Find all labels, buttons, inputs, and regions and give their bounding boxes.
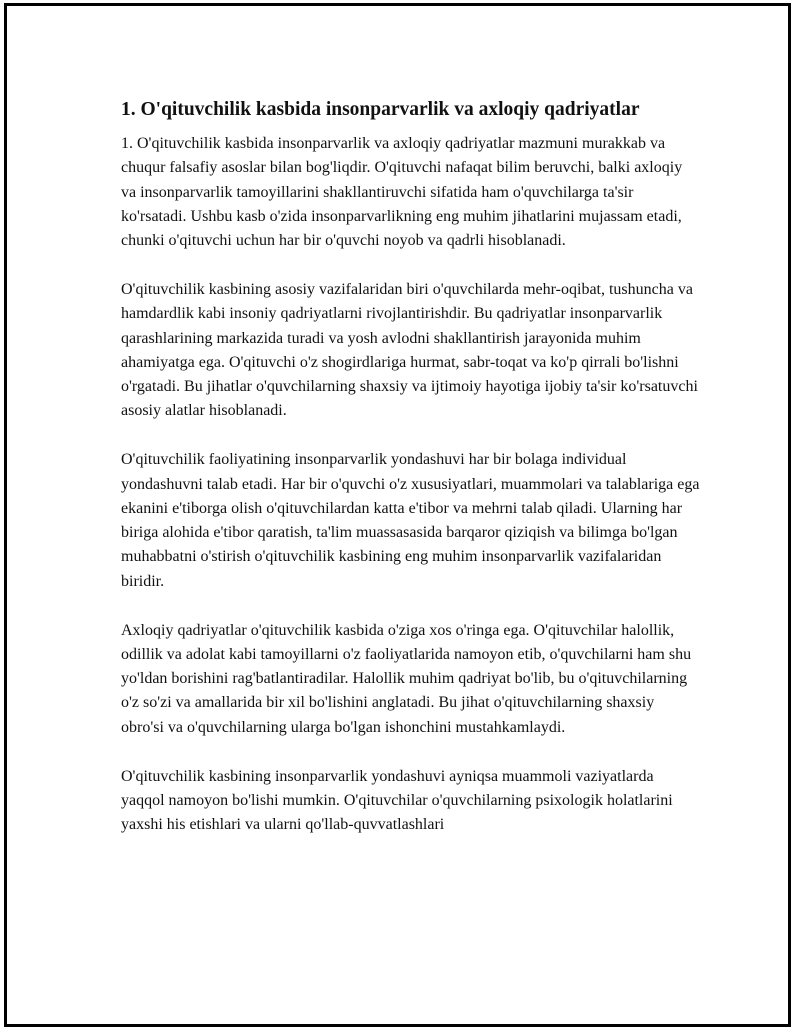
- paragraph: O'qituvchilik kasbining insonparvarlik yondashuvi ayniqsa muammoli vaziyatlarda yaqqol namoyon bo'lishi mumkin. O'qituvchilar o'quvchilarning psixologik holatlarini yaxshi his etishlari va ularni qo'llab-quvvatlashlari: [121, 767, 673, 834]
- page-frame: [4, 3, 791, 1027]
- paragraph: Axloqiy qadriyatlar o'qituvchilik kasbida o'ziga xos o'ringa ega. O'qituvchilar halollik, odillik va adolat kabi tamoyillarni o'z faoliyatlarida namoyon etib, o'quvchilarni ham shu yo'ldan borishini rag'batlantiradilar. Halollik muhim qadriyat bo'lib, bu o'qituvchilarning o'z so'zi va amallarida bir xil bo'lishini anglatadi. Bu jihat o'qituvchilarning shaxsiy obro'si va o'quvchilarning ularga bo'lgan ishonchini mustahkamlaydi.: [121, 621, 692, 736]
- paragraph: O'qituvchilik kasbining asosiy vazifalaridan biri o'quvchilarda mehr-oqibat, tushuncha va hamdardlik kabi insoniy qadriyatlarni rivojlantirishdir. Bu qadriyatlar insonparvarlik qarashlarining markazida turadi va yosh avlodni shakllantirish jarayonida muhim ahamiyatga ega. O'qituvchi o'z shogirdlariga hurmat, sabr-toqat va ko'p qirrali bo'lishni o'rgatadi. Bu jihatlar o'quvchilarning shaxsiy va ijtimoiy hayotiga ijobiy ta'sir ko'rsatuvchi asosiy alatlar hisoblanadi.: [121, 280, 698, 420]
- document-body: [121, 96, 701, 862]
- document-title: 1. O'qituvchilik kasbida insonparvarlik va axloqiy qadriyatlar: [121, 99, 640, 120]
- paragraph: O'qituvchilik faoliyatining insonparvarlik yondashuvi har bir bolaga individual yondashuvni talab etadi. Har bir o'quvchi o'z xususiyatlari, muammolari va talablariga ega ekanini e'tiborga olish o'qituvchilardan katta e'tibor va mehrni talab qiladi. Ularning har biriga alohida e'tibor qaratish, ta'lim muassasasida barqaror qiziqish va bilimga bo'lgan muhabbatni o'stirish o'qituvchilik kasbining eng muhim insonparvarlik vazifalaridan biridir.: [121, 451, 700, 590]
- paragraph: 1. O'qituvchilik kasbida insonparvarlik va axloqiy qadriyatlar mazmuni murakkab va chuqur falsafiy asoslar bilan bog'liqdir. O'qituvchi nafaqat bilim beruvchi, balki axloqiy va insonparvarlik tamoyillarini shakllantiruvchi sifatida ham o'quvchilarga ta'sir ko'rsatadi. Ushbu kasb o'zida insonparvarlikning eng muhim jihatlarini mujassam etadi, chunki o'qituvchi uchun har bir o'quvchi noyob va qadrli hisoblanadi.: [121, 135, 683, 250]
